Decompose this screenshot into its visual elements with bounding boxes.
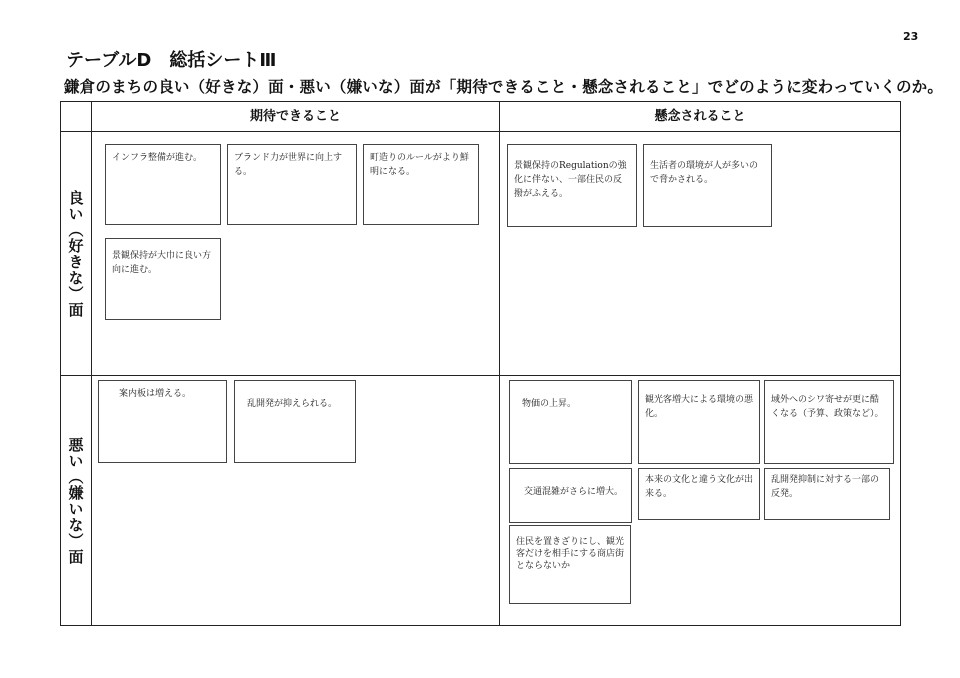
question-text: 鎌倉のまちの良い（好きな）面・悪い（嫌いな）面が「期待できること・懸念されること」でどのように変わっていくのか。	[64, 78, 944, 96]
note-card: 乱開発抑制に対する一部の反発。	[764, 468, 890, 520]
note-card: 町造りのルールがより鮮明になる。	[363, 144, 479, 225]
header-divider	[61, 131, 900, 132]
note-card: 観光客増大による環境の悪化。	[638, 380, 760, 464]
row-label-good-text: 良い（好きな）面	[66, 189, 85, 318]
note-card: 案内板は増える。	[98, 380, 227, 463]
note-card: 景観保持が大巾に良い方向に進む。	[105, 238, 221, 320]
row-label-bad	[61, 376, 91, 625]
note-card: インフラ整備が進む。	[105, 144, 221, 225]
row-divider	[61, 375, 900, 376]
column-divider	[499, 102, 500, 625]
row-label-bad-text: 悪い（嫌いな）面	[66, 436, 85, 565]
note-card: 住民を置きざりにし、観光客だけを相手にする商店街とならないか	[509, 525, 631, 604]
note-card: 交通混雑がさらに増大。	[509, 468, 632, 523]
sheet-title: テーブルD 総括シートⅢ	[66, 50, 277, 71]
column-header-expected: 期待できること	[249, 109, 341, 124]
page-number: 23	[903, 30, 919, 43]
note-card: ブランド力が世界に向上する。	[227, 144, 357, 225]
note-card: 乱開発が抑えられる。	[234, 380, 356, 463]
note-card: 本来の文化と違う文化が出来る。	[638, 468, 760, 520]
note-card: 生活者の環境が人が多いので脅かされる。	[643, 144, 772, 227]
note-card: 景観保持のRegulationの強化に伴ない、一部住民の反撥がふえる。	[507, 144, 637, 227]
label-column-divider	[91, 102, 92, 625]
column-header-concerned: 懸念されること	[654, 109, 746, 124]
summary-table	[60, 101, 901, 626]
note-card: 域外へのシワ寄せが更に酷くなる（予算、政策など）。	[764, 380, 894, 464]
note-card: 物価の上昇。	[509, 380, 632, 464]
row-label-good	[61, 132, 91, 375]
